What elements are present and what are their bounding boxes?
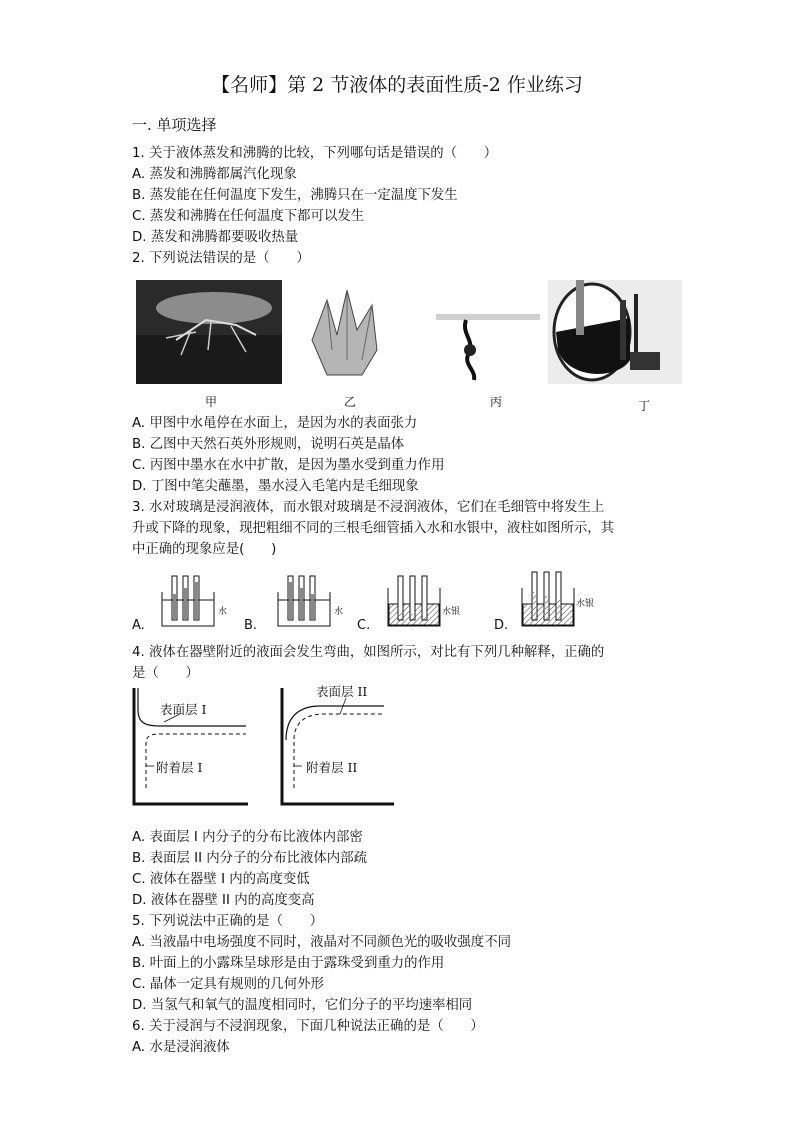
- q3-option-c-letter: C.: [357, 618, 371, 633]
- q4-option-b: B. 表面层 II 内分子的分布比液体内部疏: [132, 851, 367, 866]
- q4-label-adhesion-1: 附着层 I: [156, 760, 203, 775]
- q5-stem: 5. 下列说法中正确的是（ ）: [132, 914, 324, 929]
- q1-option-b: B. 蒸发能在任何温度下发生，沸腾只在一定温度下发生: [132, 188, 458, 203]
- q2-caption-jia: 甲: [205, 395, 218, 409]
- q2-option-a: A. 甲图中水黾停在水面上，是因为水的表面张力: [132, 416, 418, 431]
- q2-caption-ding: 丁: [638, 399, 651, 413]
- q2-photo-yi: [292, 280, 392, 384]
- q4-label-surface-2: 表面层 II: [316, 684, 368, 699]
- q3-option-a-letter: A.: [132, 618, 145, 633]
- q2-photo-bing: [436, 280, 540, 384]
- q6-stem: 6. 关于浸润与不浸润现象，下面几种说法正确的是（ ）: [132, 1019, 484, 1034]
- q3-option-d-letter: D.: [494, 618, 509, 633]
- q4-label-surface-1: 表面层 I: [160, 702, 207, 717]
- q5-option-b: B. 叶面上的小露珠呈球形是由于露珠受到重力的作用: [132, 956, 445, 971]
- q4-stem-line-1: 4. 液体在器壁附近的液面会发生弯曲，如图所示，对比有下列几种解释，正确的: [132, 645, 605, 660]
- q1-option-a: A. 蒸发和沸腾都属汽化现象: [132, 167, 297, 182]
- q4-label-adhesion-2: 附着层 II: [306, 760, 358, 775]
- q3-fig-a-label: 水: [218, 607, 228, 617]
- q3-stem-line-1: 3. 水对玻璃是浸润液体，而水银对玻璃是不浸润液体，它们在毛细管中将发生上: [132, 500, 605, 515]
- q1-option-d: D. 蒸发和沸腾都要吸收热量: [132, 230, 299, 245]
- q2-caption-bing: 丙: [490, 395, 503, 409]
- q5-option-c: C. 晶体一定具有规则的几何外形: [132, 977, 324, 992]
- q3-fig-c-label: 水银: [442, 607, 461, 617]
- q2-option-d: D. 丁图中笔尖蘸墨，墨水浸入毛笔内是毛细现象: [132, 479, 419, 494]
- q4-option-d: D. 液体在器壁 II 内的高度变高: [132, 893, 315, 908]
- q1-option-c: C. 蒸发和沸腾在任何温度下都可以发生: [132, 209, 365, 224]
- q5-option-a: A. 当液晶中电场强度不同时，液晶对不同颜色光的吸收强度不同: [132, 935, 511, 950]
- q6-option-a: A. 水是浸润液体: [132, 1040, 230, 1055]
- q2-option-c: C. 丙图中墨水在水中扩散，是因为墨水受到重力作用: [132, 458, 445, 473]
- q3-figure-a: [158, 574, 238, 630]
- q3-figure-c: [384, 574, 480, 630]
- q3-stem-line-2: 升或下降的现象，现把粗细不同的三根毛细管插入水和水银中，液柱如图所示，其: [132, 521, 615, 536]
- page-title: 【名师】第 2 节液体的表面性质-2 作业练习: [211, 74, 583, 96]
- q2-caption-yi: 乙: [344, 395, 357, 409]
- q3-stem-line-3: 中正确的现象应是( ): [132, 542, 277, 557]
- q2-stem: 2. 下列说法错误的是（ ）: [132, 251, 310, 266]
- q2-photo-jia: [136, 280, 282, 384]
- q3-option-b-letter: B.: [244, 618, 258, 633]
- q3-figure-d: [516, 570, 616, 630]
- q1-stem: 1. 关于液体蒸发和沸腾的比较，下列哪句话是错误的（ ）: [132, 146, 498, 161]
- q4-option-a: A. 表面层 I 内分子的分布比液体内部密: [132, 830, 363, 845]
- q5-option-d: D. 当氢气和氧气的温度相同时，它们分子的平均速率相同: [132, 998, 473, 1013]
- section-heading: 一. 单项选择: [132, 116, 217, 134]
- q3-fig-d-label: 水银: [576, 599, 595, 609]
- q3-figure-b: [274, 574, 354, 630]
- q2-option-b: B. 乙图中天然石英外形规则，说明石英是晶体: [132, 437, 405, 452]
- q2-photo-ding: [548, 280, 682, 384]
- q4-figure: [130, 684, 400, 808]
- q3-fig-b-label: 水: [334, 607, 344, 617]
- q4-stem-line-2: 是（ ）: [132, 666, 199, 681]
- q4-option-c: C. 液体在器壁 I 内的高度变低: [132, 872, 310, 887]
